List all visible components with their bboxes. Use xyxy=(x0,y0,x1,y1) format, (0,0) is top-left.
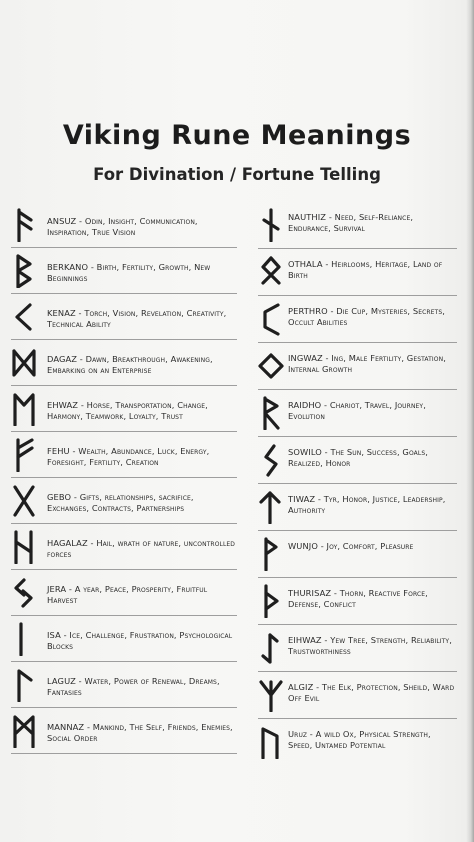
rune-list-left xyxy=(11,202,237,754)
rune-description: PERTHRO - Die Cup, Mysteries, Secrets, Occult Abilities xyxy=(288,306,445,327)
ingwaz-rune-icon xyxy=(258,349,284,383)
rune-description: BERKANO - Birth, Fertility, Growth, New Beginnings xyxy=(47,262,211,283)
algiz-rune-icon xyxy=(258,678,284,712)
rune-row-ehwaz xyxy=(11,386,237,432)
jera-rune-icon xyxy=(11,576,37,610)
page-title: Viking Rune Meanings xyxy=(62,120,412,151)
thurisaz-rune-icon xyxy=(258,584,284,618)
rune-row-kenaz xyxy=(11,294,237,340)
fehu-rune-icon xyxy=(11,438,37,472)
ehwaz-rune-icon xyxy=(11,392,37,426)
uruz-rune-icon xyxy=(258,725,284,759)
rune-description: LAGUZ - Water, Power of Renewal, Dreams, Fantasies xyxy=(47,676,220,697)
rune-row-wunjo xyxy=(258,531,457,578)
rune-row-laguz xyxy=(11,662,237,708)
rune-row-mannaz xyxy=(11,708,237,754)
rune-description: THURISAZ - Thorn, Reactive Force, Defense, Conflict xyxy=(288,588,428,609)
tiwaz-rune-icon xyxy=(258,490,284,524)
raidho-rune-icon xyxy=(258,396,284,430)
rune-description: Uruz - A wild Ox, Physical Strength, Speed, Untamed Potential xyxy=(288,729,431,750)
sowilo-rune-icon xyxy=(258,443,284,477)
rune-row-ingwaz xyxy=(258,343,457,390)
rune-description: SOWILO - The Sun, Success, Goals, Realized, Honor xyxy=(288,447,428,468)
rune-description: ISA - Ice, Challenge, Frustration, Psychological Blocks xyxy=(47,630,233,651)
rune-row-sowilo xyxy=(258,437,457,484)
wunjo-rune-icon xyxy=(258,537,284,571)
rune-description: JERA - A year, Peace, Prosperity, Fruitful Harvest xyxy=(47,584,208,605)
rune-row-algiz xyxy=(258,672,457,719)
rune-description: EHWAZ - Horse, Transportation, Change, Harmony, Teamwork, Loyalty, Trust xyxy=(47,400,208,421)
rune-row-fehu xyxy=(11,432,237,478)
rune-row-ansuz xyxy=(11,202,237,248)
kenaz-rune-icon xyxy=(11,300,37,334)
berkano-rune-icon xyxy=(11,254,37,288)
rune-row-tiwaz xyxy=(258,484,457,531)
laguz-rune-icon xyxy=(11,668,37,702)
rune-description: ALGIZ - The Elk, Protection, Sheild, Ward Off Evil xyxy=(288,682,455,703)
othala-rune-icon xyxy=(258,255,284,289)
rune-row-perthro xyxy=(258,296,457,343)
rune-description: WUNJO - Joy, Comfort, Pleasure xyxy=(288,541,414,551)
rune-row-uruz xyxy=(258,719,457,766)
rune-row-raidho xyxy=(258,390,457,437)
isa-rune-icon xyxy=(11,622,37,656)
eihwaz-rune-icon xyxy=(258,631,284,665)
rune-list-right xyxy=(258,202,457,766)
rune-description: MANNAZ - Mankind, The Self, Friends, Enemies, Social Order xyxy=(47,722,233,743)
rune-description: FEHU - Wealth, Abundance, Luck, Energy, Foresight, Fertility, Creation xyxy=(47,446,210,467)
rune-description: INGWAZ - Ing, Male Fertility, Gestation, Internal Growth xyxy=(288,353,446,374)
perthro-rune-icon xyxy=(258,302,284,336)
rune-row-gebo xyxy=(11,478,237,524)
nauthiz-rune-icon xyxy=(258,208,284,242)
rune-description: DAGAZ - Dawn, Breakthrough, Awakening, Embarking on an Enterprise xyxy=(47,354,213,375)
rune-description: HAGALAZ - Hail, wrath of nature, uncontrolled forces xyxy=(47,538,236,559)
rune-row-berkano xyxy=(11,248,237,294)
rune-description: NAUTHIZ - Need, Self-Reliance, Endurance, Survival xyxy=(288,212,414,233)
page-subtitle: For Divination / Fortune Telling xyxy=(93,165,381,184)
rune-description: OTHALA - Heirlooms, Heritage, Land of Birth xyxy=(288,259,443,280)
gebo-rune-icon xyxy=(11,484,37,518)
rune-row-othala xyxy=(258,249,457,296)
rune-row-eihwaz xyxy=(258,625,457,672)
dagaz-rune-icon xyxy=(11,346,37,380)
rune-description: TIWAZ - Tyr, Honor, Justice, Leadership, Authority xyxy=(288,494,446,515)
rune-description: GEBO - Gifts, relationships, sacrifice, Exchanges, Contracts, Partnerships xyxy=(47,492,194,513)
rune-row-dagaz xyxy=(11,340,237,386)
rune-row-isa xyxy=(11,616,237,662)
rune-row-thurisaz xyxy=(258,578,457,625)
rune-description: RAIDHO - Chariot, Travel, Journey, Evolution xyxy=(288,400,426,421)
hagalaz-rune-icon xyxy=(11,530,37,564)
ansuz-rune-icon xyxy=(11,208,37,242)
rune-row-jera xyxy=(11,570,237,616)
rune-description: KENAZ - Torch, Vision, Revelation, Creativity, Technical Ability xyxy=(47,308,227,329)
mannaz-rune-icon xyxy=(11,714,37,748)
divider xyxy=(11,753,237,754)
rune-row-nauthiz xyxy=(258,202,457,249)
rune-description: ANSUZ - Odin, Insight, Communication, Inspiration, True Vision xyxy=(47,216,198,237)
rune-description: EIHWAZ - Yew Tree, Strength, Reliability, Trustworthiness xyxy=(288,635,452,656)
rune-row-hagalaz xyxy=(11,524,237,570)
